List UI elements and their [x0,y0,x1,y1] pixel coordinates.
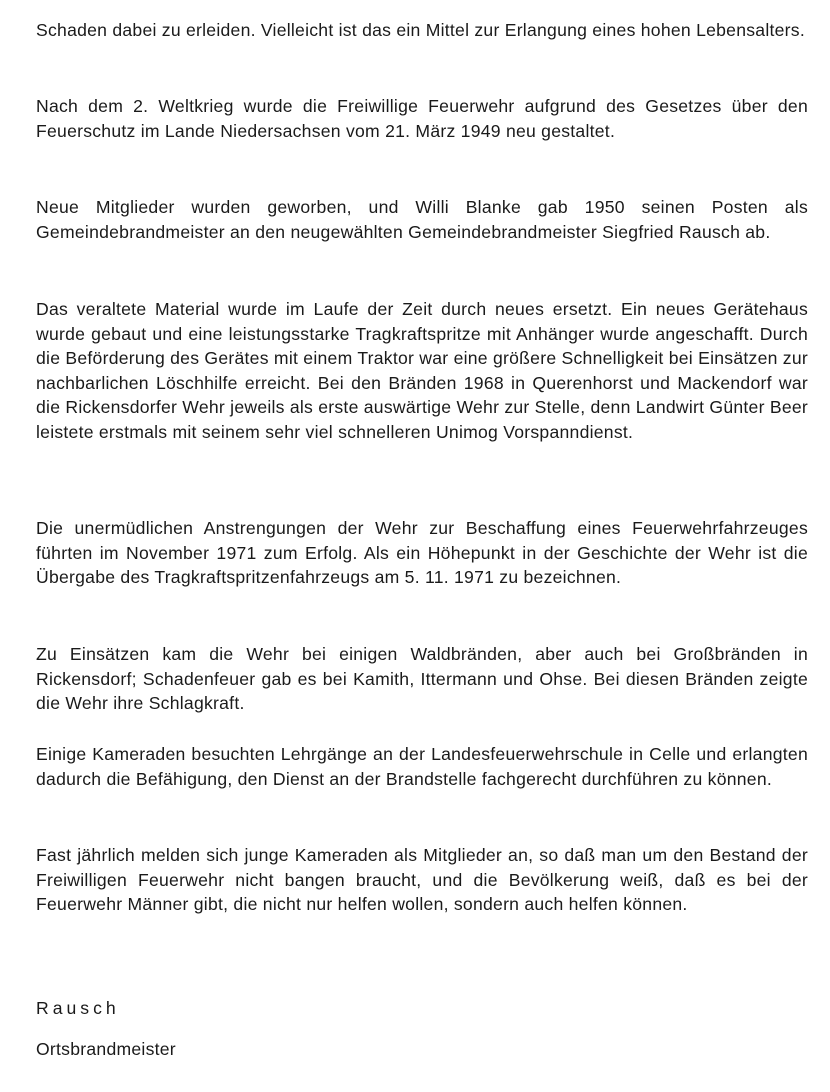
paragraph-2: Nach dem 2. Weltkrieg wurde die Freiwillige Feuerwehr aufgrund des Gesetzes über den Feuerschutz im Lande Niedersachsen vom 21. März 1949 neu gestaltet. [36,96,808,141]
paragraph-7: Einige Kameraden besuchten Lehrgänge an der Landesfeuerwehrschule in Celle und erlangten dadurch die Befähigung, den Dienst an der Brandstelle fachgerecht durchführen zu können. [36,744,808,789]
paragraph-6: Zu Einsätzen kam die Wehr bei einigen Waldbränden, aber auch bei Großbränden in Rickensdorf; Schadenfeuer gab es bei Kamith, Ittermann und Ohse. Bei diesen Bränden zeigte die Wehr ihre Schlagkraft. [36,644,808,713]
paragraph-3: Neue Mitglieder wurden geworben, und Willi Blanke gab 1950 seinen Posten als Gemeindebrandmeister an den neugewählten Gemeindebrandmeister Siegfried Rausch ab. [36,197,808,242]
signature-title: Ortsbrandmeister [36,1039,176,1059]
signature-name: Rausch [36,998,120,1018]
paragraph-4: Das veraltete Material wurde im Laufe der Zeit durch neues ersetzt. Ein neues Gerätehaus wurde gebaut und eine leistungsstarke Tragkraftspritze mit Anhänger wurde angeschafft. Durch die Beförderung des Gerätes mit einem Traktor war eine größere Schnelligkeit bei Einsätzen zur nachbarlichen Löschhilfe erreicht. Bei den Bränden 1968 in Querenhorst und Mackendorf war die Rickensdorfer Wehr jeweils als erste auswärtige Wehr zur Stelle, denn Landwirt Günter Beer leistete erstmals mit seinem sehr viel schnelleren Unimog Vorspanndienst. [36,299,808,442]
paragraph-8: Fast jährlich melden sich junge Kameraden als Mitglieder an, so daß man um den Bestand der Freiwilligen Feuerwehr nicht bangen braucht, und die Bevölkerung weiß, daß es bei der Feuerwehr Männer gibt, die nicht nur helfen wollen, sondern auch helfen können. [36,845,808,914]
paragraph-5: Die unermüdlichen Anstrengungen der Wehr zur Beschaffung eines Feuerwehrfahrzeuges führten im November 1971 zum Erfolg. Als ein Höhepunkt in der Geschichte der Wehr ist die Übergabe des Tragkraftspritzenfahrzeugs am 5. 11. 1971 zu bezeichnen. [36,518,808,587]
paragraph-1: Schaden dabei zu erleiden. Vielleicht ist das ein Mittel zur Erlangung eines hohen Lebensalters. [36,20,805,40]
